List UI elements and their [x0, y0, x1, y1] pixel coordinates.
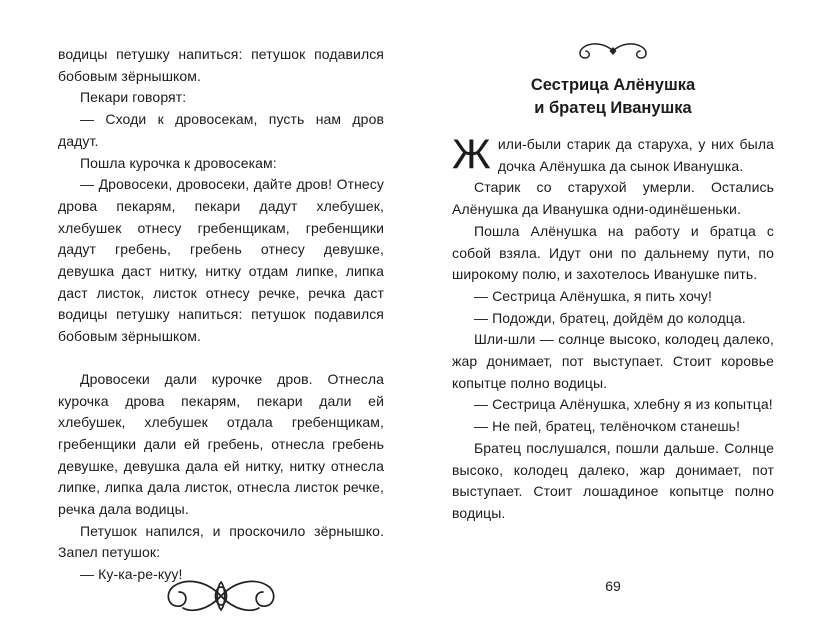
paragraph: Пошла Алёнушка на работу и братца с собой взяла. Идут они по дальнему пути, по широкому полю, и захотелось Иванушке пить. — [452, 222, 774, 283]
paragraph: — Сестрица Алёнушка, хлебну я из копытца! — [474, 396, 773, 413]
right-page-story-text — [452, 130, 774, 525]
paragraph: — Не пей, братец, телёночком станешь! — [474, 418, 741, 435]
paragraph: — Сходи к дровосекам, пусть нам дров дадут. — [58, 111, 384, 149]
story-title-line1: Сестрица Алёнушка — [530, 76, 696, 94]
right-page — [452, 40, 774, 525]
paragraph: — Дровосеки, дровосеки, дайте дров! Отнесу дрова пекарям, пекари дадут хлебушек, хлебушек отнесу гребенщикам, гребенщики дадут гребень, гребень отнесу девушке, девушка даст нитку, нитку отдам липке, липка даст листок, листок отнесу речке, речка даст водицы петушку напиться: петушок подавился бобовым зёрнышком. — [58, 176, 384, 345]
left-page-story-text — [58, 44, 384, 586]
paragraph: — Подожди, братец, дойдём до колодца. — [474, 309, 746, 326]
footer-flourish-icon — [58, 576, 384, 621]
header-flourish-icon — [452, 40, 774, 64]
paragraph: — Сестрица Алёнушка, я пить хочу! — [474, 287, 713, 304]
paragraph: Дровосеки дали курочке дров. Отнесла курочка дрова пекарям, пекари дали ей хлебушек, хлебушек отдала гребенщикам, гребенщики дали ей гребень, отнесла гребень девушке, девушка дала ей нитку, нитку отнесла липке, липка дала листок, отнесла листок речке, речка дала водицы. — [58, 370, 384, 518]
story-title — [452, 74, 774, 120]
paragraph: водицы петушку напиться: петушок подавился бобовым зёрнышком. — [58, 46, 384, 84]
paragraph: Старик со старухой умерли. Остались Алёнушка да Иванушка одни-одинёшеньки. — [452, 179, 774, 218]
drop-cap: Ж — [452, 130, 491, 177]
story-title-line2: и братец Иванушка — [534, 99, 692, 117]
page-number: 69 — [605, 578, 621, 594]
paragraph: Пошла курочка к дровосекам: — [80, 154, 277, 171]
paragraph: Пекари говорят: — [80, 89, 187, 106]
left-page — [58, 44, 384, 586]
paragraph: Жили-были старик да старуха, у них была дочка Алёнушка да сынок Иванушка. — [452, 130, 774, 177]
paragraph: Петушок напился, и проскочило зёрнышко. Запел петушок: — [58, 522, 384, 561]
paragraph: Братец послушался, пошли дальше. Солнце высоко, колодец далеко, жар донимает, пот выступает. Стоит лошадиное копытце полно водицы. — [452, 439, 774, 521]
paragraph: — Ку-ка-ре-куу! — [80, 566, 183, 583]
paragraph: Шли-шли — солнце высоко, колодец далеко, жар донимает, пот выступает. Стоит коровье копытце полно водицы. — [452, 331, 774, 391]
